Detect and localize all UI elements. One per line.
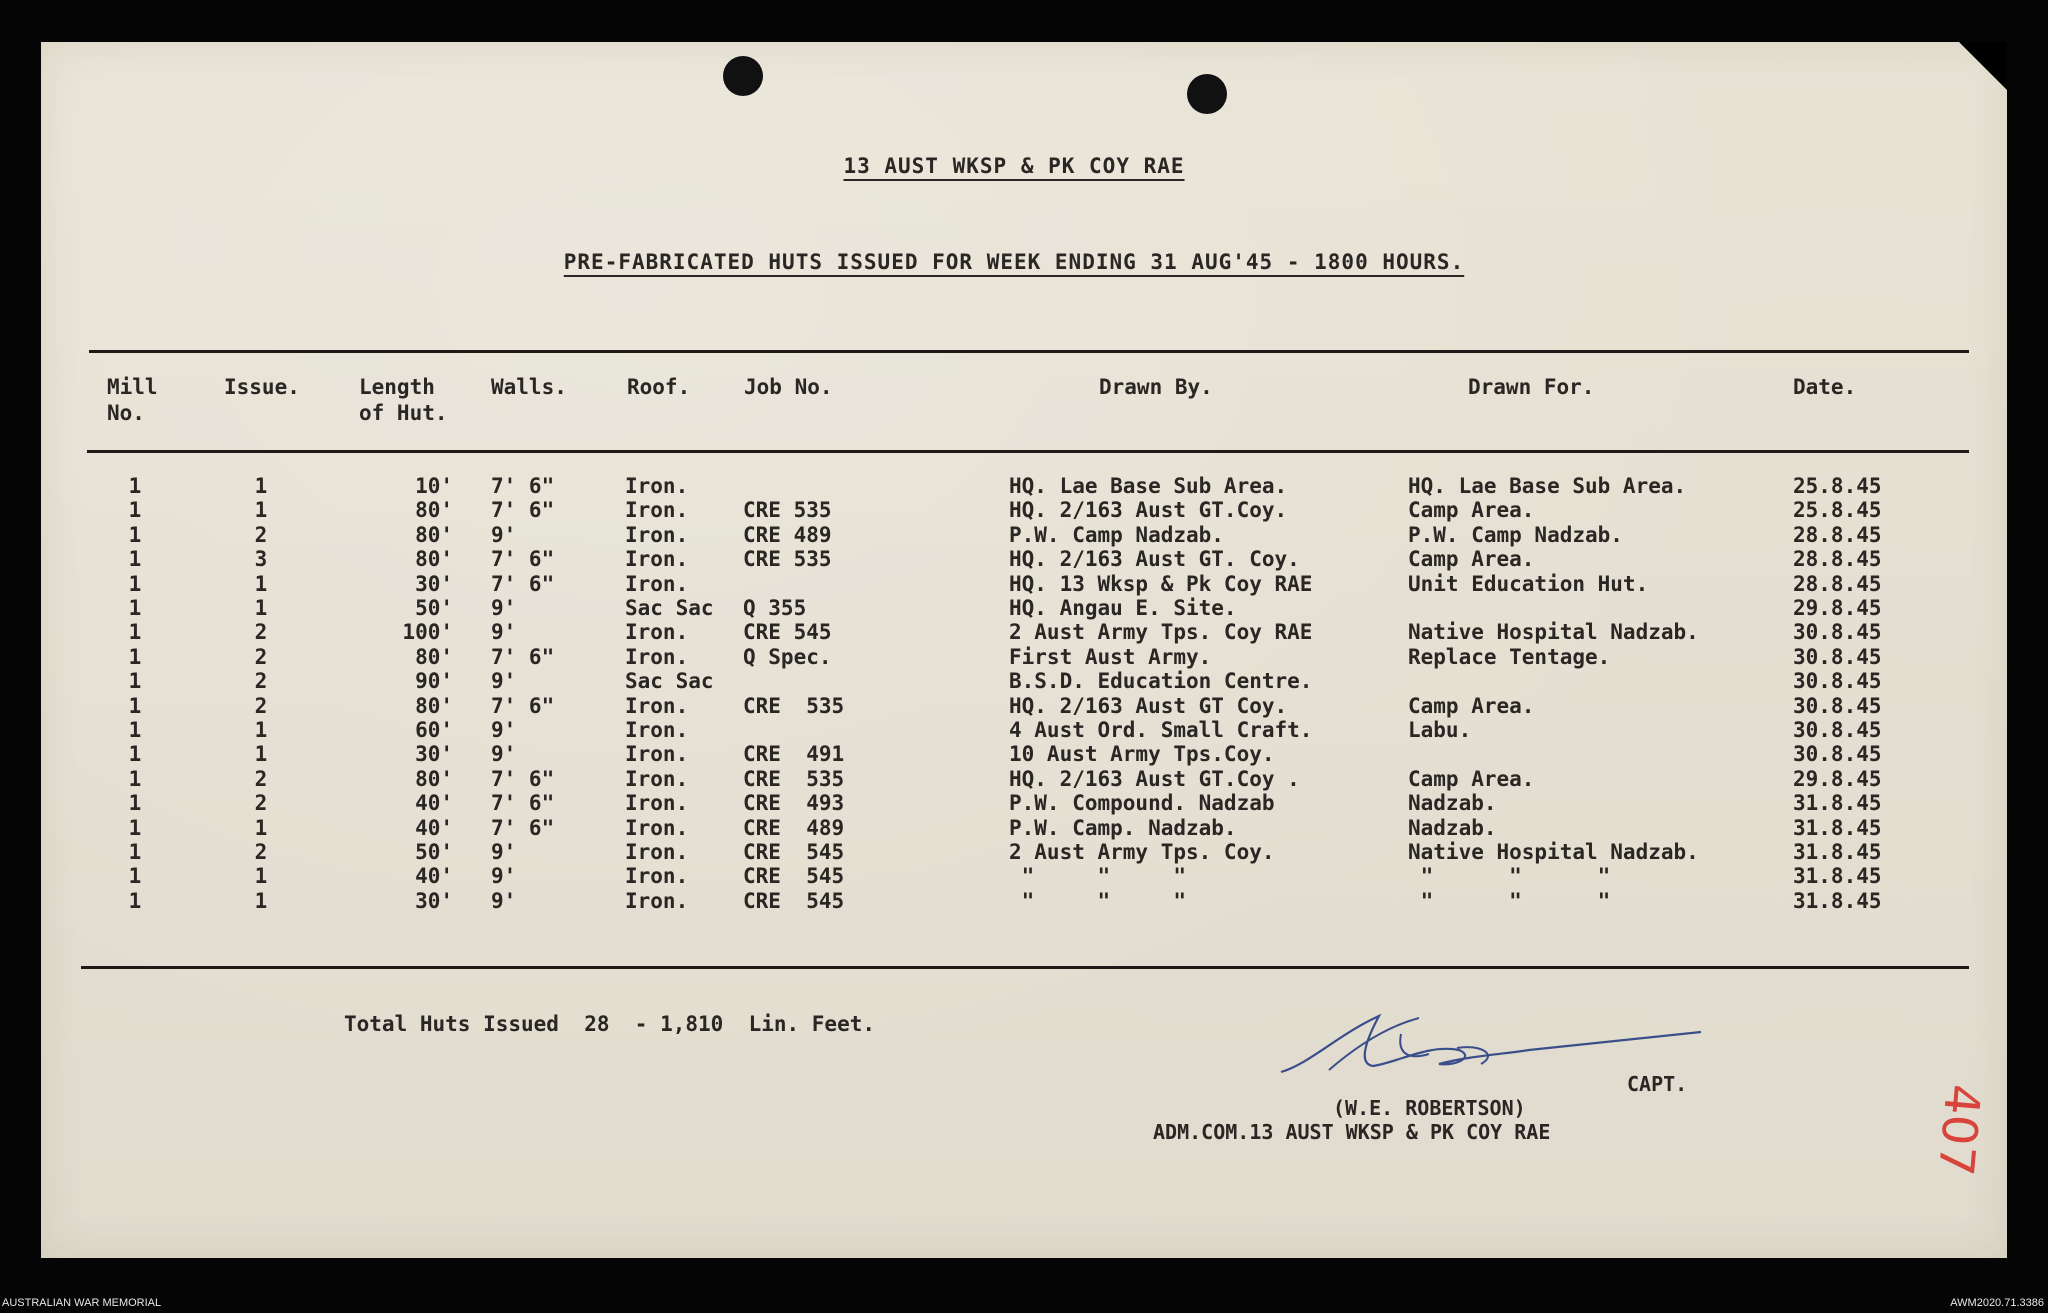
cell-mill-no: 1: [128, 791, 142, 816]
cell-issue: 1: [254, 718, 268, 742]
cell-mill-no: 1: [128, 547, 142, 572]
signatory-appointment: ADM.COM.13 AUST WKSP & PK COY RAE: [1153, 1120, 1551, 1144]
cell-date: 31.8.45: [1793, 791, 1882, 816]
col-header-drawn-by: Drawn By.: [1099, 375, 1213, 399]
signatory-rank: CAPT.: [1627, 1072, 1688, 1096]
cell-walls: 7' 6": [491, 791, 555, 816]
cell-mill-no: 1: [128, 888, 142, 913]
col-header-walls: Walls.: [491, 375, 567, 399]
cell-drawn-by: " " ": [1009, 864, 1187, 889]
cell-roof: Iron.: [625, 571, 689, 596]
cell-roof: Iron.: [625, 840, 689, 864]
cell-drawn-for: Camp Area.: [1408, 547, 1535, 572]
table-row: [41, 596, 2007, 621]
cell-drawn-by: 10 Aust Army Tps.Coy.: [1009, 742, 1275, 767]
cell-mill-no: 1: [128, 766, 142, 791]
cell-walls: 9': [491, 669, 517, 694]
cell-mill-no: 1: [128, 669, 142, 694]
cell-walls: 9': [491, 522, 517, 547]
cell-walls: 9': [491, 864, 517, 889]
cell-drawn-for: P.W. Camp Nadzab.: [1408, 522, 1623, 547]
table-row: [41, 718, 2007, 743]
cell-drawn-for: Native Hospital Nadzab.: [1408, 840, 1699, 864]
cell-roof: Iron.: [625, 718, 689, 742]
cell-drawn-by: B.S.D. Education Centre.: [1009, 669, 1313, 694]
cell-drawn-for: Unit Education Hut.: [1408, 571, 1649, 596]
footer-accession-number: AWM2020.71.3386: [1950, 1297, 2044, 1309]
table-row: [41, 474, 2007, 499]
cell-job-no: CRE 535: [743, 547, 832, 572]
signatory-name: (W.E. ROBERTSON): [1333, 1096, 1526, 1120]
cell-length: 40': [415, 815, 453, 840]
col-header-roof: Roof.: [627, 375, 691, 399]
table-top-rule: [89, 350, 1969, 353]
col-header-date: Date.: [1793, 375, 1857, 399]
table-row: [41, 694, 2007, 719]
table-row: [41, 669, 2007, 694]
unit-title: 13 AUST WKSP & PK COY RAE: [843, 154, 1185, 178]
cell-walls: 7' 6": [491, 644, 555, 669]
cell-walls: 9': [491, 888, 517, 913]
footer-credit: AUSTRALIAN WAR MEMORIAL: [2, 1297, 162, 1309]
cell-issue: 2: [254, 522, 268, 547]
cell-roof: Iron.: [625, 791, 689, 816]
header-bottom-rule: [87, 450, 1969, 453]
cell-length: 80': [415, 547, 453, 572]
cell-length: 80': [415, 644, 453, 669]
cell-issue: 2: [254, 791, 268, 816]
cell-mill-no: 1: [128, 815, 142, 840]
cell-issue: 1: [254, 815, 268, 840]
cell-walls: 7' 6": [491, 547, 555, 572]
cell-walls: 9': [491, 596, 517, 620]
table-row: [41, 816, 2007, 841]
cell-issue: 1: [254, 742, 268, 767]
cell-length: 80': [415, 498, 453, 523]
cell-length: 80': [415, 693, 453, 718]
cell-length: 100': [402, 620, 453, 645]
cell-walls: 9': [491, 840, 517, 864]
table-row: [41, 864, 2007, 889]
cell-drawn-for: Native Hospital Nadzab.: [1408, 620, 1699, 645]
cell-mill-no: 1: [128, 474, 142, 498]
cell-walls: 7' 6": [491, 498, 555, 523]
cell-roof: Iron.: [625, 864, 689, 889]
cell-drawn-by: " " ": [1009, 888, 1187, 913]
cell-issue: 2: [254, 766, 268, 791]
cell-date: 30.8.45: [1793, 693, 1882, 718]
cell-walls: 7' 6": [491, 571, 555, 596]
cell-drawn-for: " " ": [1408, 888, 1611, 913]
cell-roof: Iron.: [625, 498, 689, 523]
cell-length: 80': [415, 522, 453, 547]
cell-issue: 1: [254, 596, 268, 620]
cell-date: 31.8.45: [1793, 888, 1882, 913]
cell-walls: 9': [491, 620, 517, 645]
cell-roof: Iron.: [625, 522, 689, 547]
cell-mill-no: 1: [128, 840, 142, 864]
cell-mill-no: 1: [128, 522, 142, 547]
cell-walls: 7' 6": [491, 693, 555, 718]
cell-job-no: CRE 489: [743, 522, 832, 547]
handwritten-annotation: 407: [1926, 1081, 1991, 1179]
cell-issue: 1: [254, 571, 268, 596]
cell-roof: Sac Sac: [625, 596, 714, 620]
cell-issue: 3: [254, 547, 268, 572]
cell-mill-no: 1: [128, 596, 142, 620]
cell-job-no: CRE 493: [743, 791, 845, 816]
cell-date: 28.8.45: [1793, 547, 1882, 572]
cell-job-no: CRE 545: [743, 864, 845, 889]
table-row: [41, 889, 2007, 914]
cell-drawn-for: Replace Tentage.: [1408, 644, 1611, 669]
cell-roof: Sac Sac: [625, 669, 714, 694]
cell-length: 60': [415, 718, 453, 742]
cell-drawn-by: HQ. 2/163 Aust GT.Coy.: [1009, 498, 1288, 523]
cell-date: 30.8.45: [1793, 620, 1882, 645]
cell-drawn-for: Camp Area.: [1408, 766, 1535, 791]
cell-roof: Iron.: [625, 644, 689, 669]
cell-date: 30.8.45: [1793, 644, 1882, 669]
cell-job-no: CRE 489: [743, 815, 845, 840]
cell-issue: 2: [254, 693, 268, 718]
cell-length: 50': [415, 840, 453, 864]
table-row: [41, 840, 2007, 865]
cell-drawn-for: Nadzab.: [1408, 815, 1497, 840]
cell-date: 30.8.45: [1793, 742, 1882, 767]
cell-length: 50': [415, 596, 453, 620]
cell-roof: Iron.: [625, 474, 689, 498]
cell-length: 40': [415, 791, 453, 816]
cell-issue: 1: [254, 498, 268, 523]
cell-drawn-by: 2 Aust Army Tps. Coy RAE: [1009, 620, 1313, 645]
document-page: [41, 42, 2007, 1258]
cell-drawn-by: P.W. Camp Nadzab.: [1009, 522, 1224, 547]
table-row: [41, 767, 2007, 792]
total-huts-issued: Total Huts Issued 28 - 1,810 Lin. Feet.: [344, 1012, 876, 1036]
punch-hole-left: [723, 56, 763, 96]
cell-date: 28.8.45: [1793, 571, 1882, 596]
table-row: [41, 645, 2007, 670]
cell-drawn-for: HQ. Lae Base Sub Area.: [1408, 474, 1687, 498]
cell-roof: Iron.: [625, 888, 689, 913]
cell-job-no: CRE 545: [743, 620, 832, 645]
folded-corner: [1959, 42, 2007, 90]
cell-job-no: CRE 535: [743, 693, 845, 718]
cell-issue: 2: [254, 644, 268, 669]
cell-job-no: CRE 545: [743, 888, 845, 913]
cell-mill-no: 1: [128, 742, 142, 767]
cell-walls: 9': [491, 718, 517, 742]
cell-date: 29.8.45: [1793, 766, 1882, 791]
cell-roof: Iron.: [625, 620, 689, 645]
cell-mill-no: 1: [128, 864, 142, 889]
cell-drawn-by: HQ. 2/163 Aust GT.Coy .: [1009, 766, 1300, 791]
table-row: [41, 791, 2007, 816]
table-row: [41, 523, 2007, 548]
cell-length: 40': [415, 864, 453, 889]
cell-walls: 7' 6": [491, 766, 555, 791]
cell-date: 30.8.45: [1793, 718, 1882, 742]
cell-walls: 9': [491, 742, 517, 767]
cell-job-no: CRE 535: [743, 766, 845, 791]
cell-date: 25.8.45: [1793, 474, 1882, 498]
cell-drawn-by: First Aust Army.: [1009, 644, 1212, 669]
cell-drawn-by: HQ. Lae Base Sub Area.: [1009, 474, 1288, 498]
col-header-mill-no: Mill No.: [107, 375, 158, 425]
cell-job-no: CRE 545: [743, 840, 845, 864]
cell-date: 28.8.45: [1793, 522, 1882, 547]
table-row: [41, 498, 2007, 523]
cell-job-no: CRE 491: [743, 742, 845, 767]
cell-drawn-by: HQ. 13 Wksp & Pk Coy RAE: [1009, 571, 1313, 596]
table-row: [41, 742, 2007, 767]
hut-table-body: [41, 474, 2007, 974]
cell-mill-no: 1: [128, 498, 142, 523]
cell-mill-no: 1: [128, 644, 142, 669]
cell-length: 30': [415, 742, 453, 767]
cell-job-no: Q Spec.: [743, 644, 832, 669]
cell-job-no: Q 355: [743, 596, 807, 620]
cell-date: 29.8.45: [1793, 596, 1882, 620]
cell-walls: 7' 6": [491, 474, 555, 498]
cell-length: 10': [415, 474, 453, 498]
cell-mill-no: 1: [128, 571, 142, 596]
cell-mill-no: 1: [128, 620, 142, 645]
cell-length: 90': [415, 669, 453, 694]
cell-roof: Iron.: [625, 742, 689, 767]
table-bottom-rule: [81, 966, 1969, 969]
cell-mill-no: 1: [128, 718, 142, 742]
cell-roof: Iron.: [625, 693, 689, 718]
cell-length: 30': [415, 888, 453, 913]
cell-date: 31.8.45: [1793, 840, 1882, 864]
col-header-length: Length of Hut.: [359, 375, 448, 425]
cell-roof: Iron.: [625, 815, 689, 840]
cell-date: 31.8.45: [1793, 864, 1882, 889]
cell-drawn-by: HQ. 2/163 Aust GT Coy.: [1009, 693, 1288, 718]
cell-drawn-for: Nadzab.: [1408, 791, 1497, 816]
cell-issue: 1: [254, 864, 268, 889]
cell-length: 30': [415, 571, 453, 596]
cell-drawn-by: 4 Aust Ord. Small Craft.: [1009, 718, 1313, 742]
cell-roof: Iron.: [625, 766, 689, 791]
cell-mill-no: 1: [128, 693, 142, 718]
cell-issue: 1: [254, 474, 268, 498]
col-header-issue: Issue.: [224, 375, 300, 399]
cell-drawn-for: Camp Area.: [1408, 498, 1535, 523]
cell-drawn-by: P.W. Compound. Nadzab: [1009, 791, 1275, 816]
cell-issue: 2: [254, 669, 268, 694]
cell-drawn-by: P.W. Camp. Nadzab.: [1009, 815, 1237, 840]
table-row: [41, 572, 2007, 597]
cell-date: 30.8.45: [1793, 669, 1882, 694]
table-row: [41, 547, 2007, 572]
cell-walls: 7' 6": [491, 815, 555, 840]
cell-length: 80': [415, 766, 453, 791]
cell-issue: 1: [254, 888, 268, 913]
cell-date: 31.8.45: [1793, 815, 1882, 840]
col-header-job-no: Job No.: [744, 375, 833, 399]
report-title: PRE-FABRICATED HUTS ISSUED FOR WEEK ENDING 31 AUG'45 - 1800 HOURS.: [563, 250, 1465, 274]
cell-drawn-by: 2 Aust Army Tps. Coy.: [1009, 840, 1275, 864]
col-header-drawn-for: Drawn For.: [1468, 375, 1595, 399]
table-row: [41, 620, 2007, 645]
cell-issue: 2: [254, 840, 268, 864]
cell-issue: 2: [254, 620, 268, 645]
cell-roof: Iron.: [625, 547, 689, 572]
punch-hole-right: [1187, 74, 1227, 114]
cell-drawn-by: HQ. Angau E. Site.: [1009, 596, 1237, 620]
cell-date: 25.8.45: [1793, 498, 1882, 523]
cell-drawn-by: HQ. 2/163 Aust GT. Coy.: [1009, 547, 1300, 572]
cell-drawn-for: Camp Area.: [1408, 693, 1535, 718]
cell-drawn-for: Labu.: [1408, 718, 1472, 742]
cell-job-no: CRE 535: [743, 498, 832, 523]
cell-drawn-for: " " ": [1408, 864, 1611, 889]
